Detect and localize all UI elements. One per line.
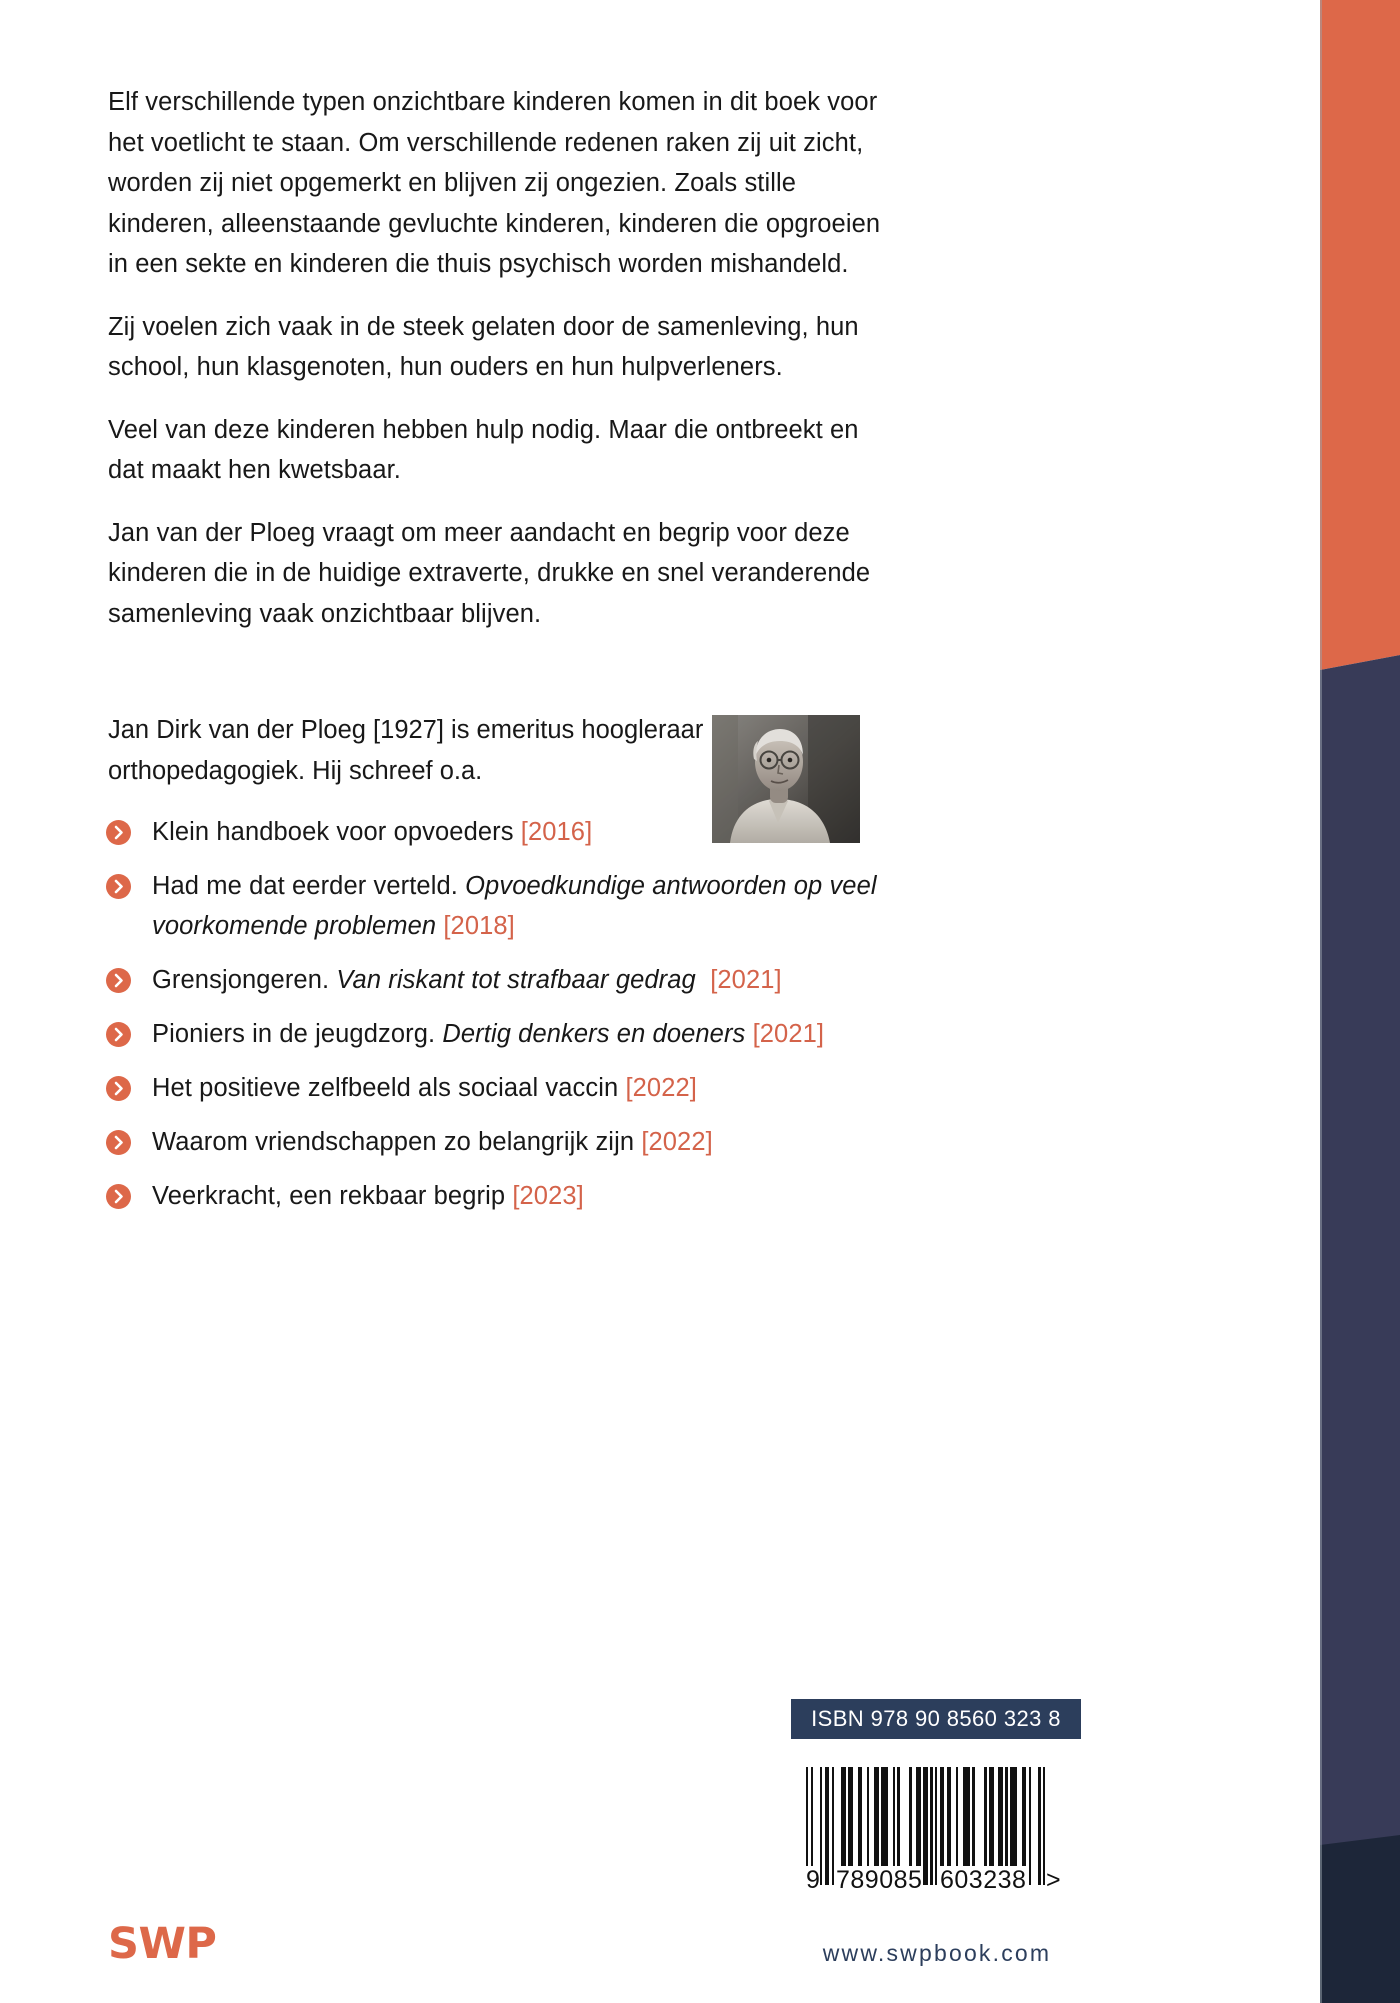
barcode-digit-left: 9 [806,1866,821,1894]
chevron-right-icon [106,820,131,845]
list-item [106,866,906,946]
cover-spine-decoration [1320,0,1400,2003]
barcode-digit-right: > [1046,1866,1062,1894]
book-entry [152,1122,713,1162]
publisher-website[interactable]: www.swpbook.com [822,1940,1052,1966]
book-year: [2021] [752,1020,825,1048]
book-year: [2022] [641,1128,713,1156]
book-year: [2018] [443,912,515,940]
book-entry [152,812,592,852]
spine-band-dark-navy [1320,1835,1400,2003]
book-subtitle: Opvoedkundige antwoorden op veel voorkomende problemen [152,872,877,940]
book-entry [152,866,906,946]
book-year: [2023] [512,1182,584,1210]
chevron-right-icon [106,1130,131,1155]
book-title: Waarom vriendschappen zo belangrijk zijn [152,1128,635,1156]
book-title: Klein handboek voor opvoeders [152,818,514,846]
spine-hairline [1320,0,1322,2003]
book-subtitle: Dertig denkers en doeners [442,1020,746,1048]
list-item [106,1176,906,1216]
spine-band-navy [1320,645,1400,1845]
book-subtitle: Van riskant tot strafbaar gedrag [336,966,696,994]
list-item [106,812,906,852]
publisher-logo: SWP [108,1919,217,1969]
chevron-right-icon [106,968,131,993]
book-title: Had me dat eerder verteld. [152,872,458,900]
spine-band-orange [1320,0,1400,670]
book-year: [2016] [520,818,593,846]
book-title: Veerkracht, een rekbaar begrip [152,1182,506,1210]
isbn-banner: ISBN 978 90 8560 323 8 [791,1699,1081,1739]
book-entry [152,1014,824,1054]
book-entry [152,1176,584,1216]
barcode-digits [806,1865,1066,1895]
author-booklist [106,812,906,1230]
book-title: Pioniers in de jeugdzorg. [152,1020,436,1048]
blurb-paragraph-2: Zij voelen zich vaak in de steek gelaten door de samenleving, hun school, hun klasgenoten, hun ouders en hun hulpverleners. [108,312,859,381]
author-bio-block [108,710,898,791]
list-item [106,1014,906,1054]
chevron-right-icon [106,1184,131,1209]
book-title: Het positieve zelfbeeld als sociaal vaccin [152,1074,619,1102]
book-year: [2022] [625,1074,697,1102]
list-item [106,1122,906,1162]
chevron-right-icon [106,1076,131,1101]
list-item [106,960,906,1000]
chevron-right-icon [106,874,131,899]
book-year: [2021] [710,966,782,994]
barcode-digit-group-1: 789085 [836,1866,923,1894]
book-entry [152,1068,697,1108]
book-title: Grensjongeren. [152,966,330,994]
chevron-right-icon [106,1022,131,1047]
blurb-section [108,82,898,634]
book-entry [152,960,782,1000]
blurb-paragraph-1: Elf verschillende typen onzichtbare kinderen komen in dit boek voor het voetlicht te staan. Om verschillende redenen raken zij uit zicht, worden zij niet opgemerkt en blijven zij ongezien. Zoals stille kinderen, alleenstaande gevluchte kinderen, kinderen die opgroeien in een sekte en kinderen die thuis psychisch worden mishandeld. [108,88,881,278]
blurb-paragraph-4: Jan van der Ploeg vraagt om meer aandacht en begrip voor deze kinderen die in de huidige extraverte, drukke en snel veranderende samenleving vaak onzichtbaar blijven. [108,518,871,628]
isbn-barcode [806,1767,1066,1895]
list-item [106,1068,906,1108]
author-bio-text: Jan Dirk van der Ploeg [1927] is emeritus hoogleraar orthopedagogiek. Hij schreef o.a. [108,716,704,785]
barcode-digit-group-2: 603238 [940,1866,1027,1894]
blurb-paragraph-3: Veel van deze kinderen hebben hulp nodig. Maar die ontbreekt en dat maakt hen kwetsbaar. [108,415,859,484]
